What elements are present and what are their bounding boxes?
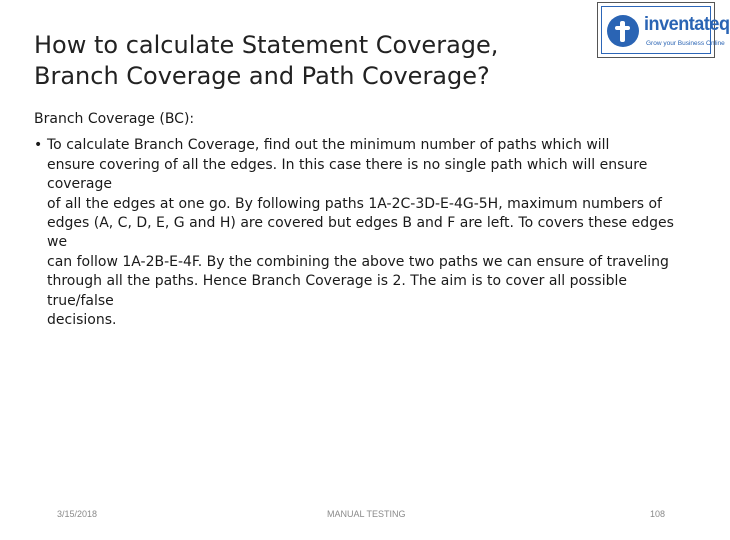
- bullet-text-line: coverage: [47, 176, 112, 193]
- bullet-text-line: true/false: [47, 292, 114, 309]
- bullet-text-line: we: [47, 234, 68, 251]
- bullet-icon: •: [34, 137, 43, 154]
- bullet-text-line: edges (A, C, D, E, G and H) are covered but edges B and F are left. To covers these edges: [47, 215, 674, 232]
- logo-wordmark: inventateq: [644, 14, 730, 35]
- bullet-text-line: of all the edges at one go. By following paths 1A-2C-3D-E-4G-5H, maximum numbers of: [47, 195, 662, 212]
- bullet-text-line: decisions.: [47, 312, 117, 329]
- logo-frame: [601, 6, 730, 54]
- company-logo: [597, 2, 730, 58]
- bullet-text-line: To calculate Branch Coverage, find out the minimum number of paths which will: [47, 137, 610, 154]
- slide-title-line: Branch Coverage and Path Coverage?: [34, 62, 490, 90]
- page-number: 108: [650, 509, 666, 519]
- slide-title-line: How to calculate Statement Coverage,: [34, 31, 499, 59]
- bullet-item: [34, 136, 704, 330]
- logo-mark-icon: [607, 15, 639, 47]
- footer-date: 3/15/2018: [57, 509, 98, 519]
- slide-body: [34, 110, 704, 330]
- logo-tagline: Grow your Business Online: [646, 40, 725, 47]
- section-heading: Branch Coverage (BC):: [34, 111, 195, 127]
- bullet-text-line: ensure covering of all the edges. In this case there is no single path which will ensure: [47, 156, 648, 173]
- slide-title: [34, 30, 574, 92]
- bullet-text-line: through all the paths. Hence Branch Coverage is 2. The aim is to cover all possible: [47, 273, 627, 290]
- footer-title: MANUAL TESTING: [327, 509, 406, 519]
- bullet-text-line: can follow 1A-2B-E-4F. By the combining the above two paths we can ensure of traveling: [47, 253, 669, 270]
